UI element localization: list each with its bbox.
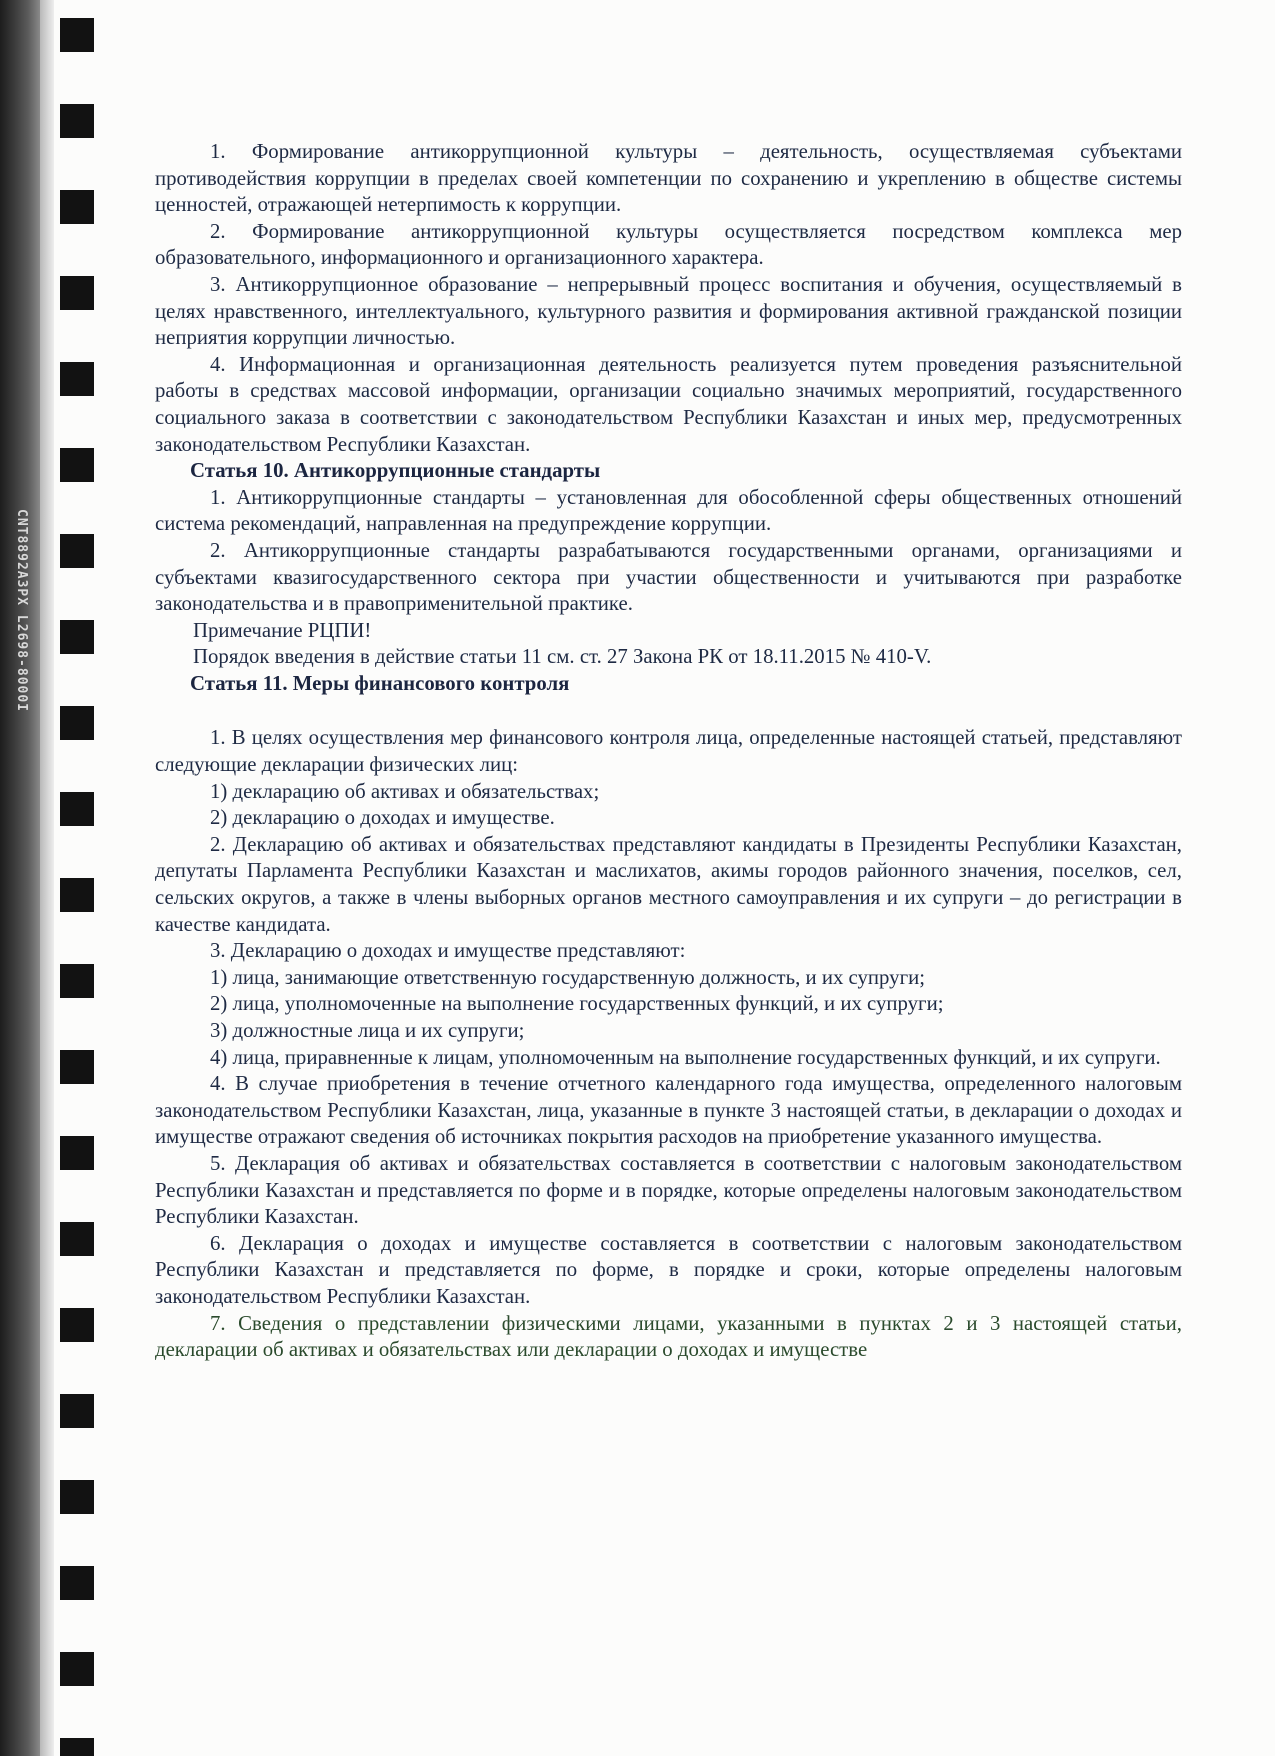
document-text — [155, 139, 1182, 1364]
note-label: Примечание РЦПИ! — [193, 618, 372, 642]
article-11-heading: Статья 11. Меры финансового контроля — [190, 671, 570, 695]
paragraph: 3. Декларацию о доходах и имуществе представляют: — [210, 939, 686, 963]
paragraph: 1. Антикоррупционные стандарты – установленная для обособленной сферы общественных отношений система рекомендаций, направленная на предупреждение коррупции. — [155, 485, 1182, 536]
list-item: 1) лица, занимающие ответственную государственную должность, и их супруги; — [210, 965, 926, 989]
paragraph: 5. Декларация об активах и обязательствах составляется в соответствии с налоговым законодательством Республики Казахстан и представляется по форме и в порядке, которые определены налоговым законодательством Республики Казахстан. — [155, 1151, 1182, 1229]
binding-strip — [0, 0, 40, 1756]
list-item: 3) должностные лица и их супруги; — [210, 1019, 525, 1042]
paragraph: 2. Антикоррупционные стандарты разрабатываются государственными органами, организациями и субъектами квазигосударственного сектора при участии общественности и учитываются при разработке законодательства и в правоприменительной практике. — [155, 538, 1182, 616]
paragraph: 7. Сведения о представлении физическими лицами, указанными в пунктах 2 и 3 настоящей статьи, декларации об активах и обязательствах или декларации о доходах и имуществе — [155, 1311, 1182, 1362]
paragraph: 4. Информационная и организационная деятельность реализуется путем проведения разъяснительной работы в средствах массовой информации, организации социально значимых мероприятий, государственного социального заказа в соответствии с законодательством Республики Казахстан и иных мер, предусмотренных законодательством Республики Казахстан. — [155, 352, 1182, 456]
margin-stamp — [8, 460, 34, 760]
list-item: 2) декларацию о доходах и имуществе. — [210, 806, 555, 830]
paragraph: 3. Антикоррупционное образование – непрерывный процесс воспитания и обучения, осуществляемый в целях нравственного, интеллектуального, культурного развития и формирования активной гражданской позиции неприятия коррупции личностью. — [155, 272, 1182, 350]
paragraph: 2. Декларацию об активах и обязательствах представляют кандидаты в Президенты Республики Казахстан, депутаты Парламента Республики Казахстан и маслихатов, акимы городов районного значения, поселков, сел, сельских округов, а также в члены выборных органов местного самоуправления и их супруги – до регистрации в качестве кандидата. — [155, 832, 1182, 936]
paragraph: 1. В целях осуществления мер финансового контроля лица, определенные настоящей статьей, представляют следующие декларации физических лиц: — [155, 726, 1182, 777]
paragraph: 2. Формирование антикоррупционной культуры осуществляется посредством комплекса мер образовательного, информационного и организационного характера. — [155, 219, 1182, 270]
list-item: 1) декларацию об активах и обязательствах; — [210, 779, 600, 803]
paragraph: 1. Формирование антикоррупционной культуры – деятельность, осуществляемая субъектами противодействия коррупции в пределах своей компетенции по сохранению и укреплению в обществе системы ценностей, отражающей нетерпимость к коррупции. — [155, 140, 1182, 217]
binding-holes — [60, 0, 94, 1756]
paragraph: 6. Декларация о доходах и имуществе составляется в соответствии с налоговым законодательством Республики Казахстан и представляется по форме, в порядке и сроки, которые определены налоговым законодательством Республики Казахстан. — [155, 1231, 1182, 1308]
article-10-heading: Статья 10. Антикоррупционные стандарты — [190, 459, 601, 483]
note-text: Порядок введения в действие статьи 11 см. ст. 27 Закона РК от 18.11.2015 № 410-V. — [193, 645, 932, 669]
margin-stamp-text: CNT8892A3PX L2698-8000I — [13, 508, 29, 712]
list-item: 2) лица, уполномоченные на выполнение государственных функций, и их супруги; — [210, 992, 944, 1016]
binding-edge — [40, 0, 54, 1756]
paragraph: 4. В случае приобретения в течение отчетного календарного года имущества, определенного налоговым законодательством Республики Казахстан, лица, указанные в пункте 3 настоящей статьи, в декларации о доходах и имуществе отражают сведения об источниках покрытия расходов на приобретение указанного имущества. — [155, 1072, 1182, 1149]
list-item: 4) лица, приравненные к лицам, уполномоченным на выполнение государственных функций, и их супруги. — [210, 1045, 1161, 1069]
